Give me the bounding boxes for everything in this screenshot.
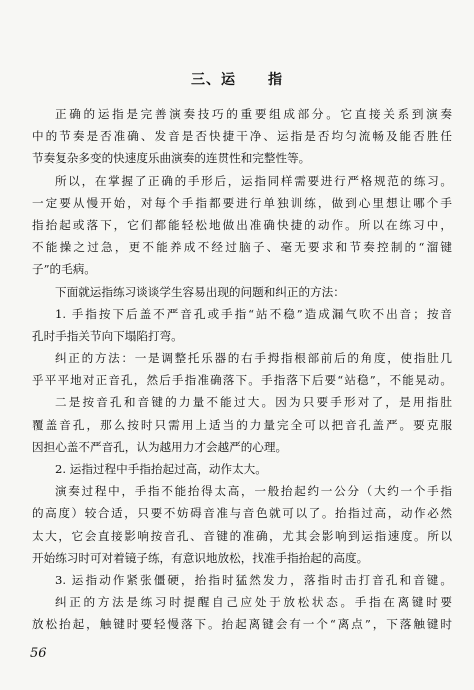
text-line: 纠正的方法是练习时提醒自己应处于放松状态。手指在离键时要 [55, 595, 452, 610]
text-line: 太大，它会直接影响按音孔、音键的准确，尤其会影响到运指速度。所以 [32, 528, 452, 543]
text-line: 2. 运指过程中手指抬起过高，动作太大。 [55, 462, 267, 476]
text-line: 孔时手指关节向下塌陷打弯。 [32, 328, 183, 343]
text-line: 子”的毛病。 [32, 262, 96, 277]
text-line: 指抬起或落下，它们都能轻松地做出准确快捷的动作。所以在练习中， [32, 217, 452, 232]
section-number: 三、 [191, 72, 221, 88]
text-line: 下面就运指练习谈谈学生容易出现的问题和纠正的方法： [55, 284, 345, 299]
text-line: 纠正的方法：一是调整托乐器的右手拇指根部前后的角度，使指肚几 [55, 351, 452, 366]
text-line: 演奏过程中，手指不能抬得太高，一般抬起约一公分（大约一个手指 [55, 484, 452, 499]
text-line: 二是按音孔和音键的力量不能过大。因为只要手形对了，是用指肚 [55, 395, 452, 410]
page-number: 56 [30, 646, 47, 661]
text-line: 因担心盖不严音孔，认为越用力才会越严的心理。 [32, 439, 288, 454]
text-line: 放松抬起，触键时要轻慢落下。抬起离键会有一个“离点”，下落触键时 [32, 617, 452, 632]
text-line: 节奏复杂多变的快速度乐曲演奏的连贯性和完整性等。 [32, 151, 311, 166]
text-line: 开始练习时可对着镜子练，有意识地放松，找准手指抬起的高度。 [32, 550, 369, 565]
text-line: 所以，在掌握了正确的手形后，运指同样需要进行严格规范的练习。 [55, 173, 452, 188]
section-heading [0, 69, 474, 89]
text-line: 中的节奏是否准确、发音是否快捷干净、运指是否均匀流畅及能否胜任 [32, 129, 452, 144]
body-text [32, 103, 452, 636]
section-title-char-1: 运 [221, 72, 236, 88]
text-line: 不能操之过急，更不能养成不经过脑子、毫无要求和节奏控制的“溜键 [32, 240, 452, 255]
section-title-char-2: 指 [268, 72, 283, 88]
text-line: 1. 手指按下后盖不严音孔或手指“站不稳”造成漏气吹不出音；按音 [55, 306, 452, 321]
text-line: 的高度）较合适，只要不妨碍音准与音色就可以了。抬指过高，动作必然 [32, 506, 452, 521]
text-line: 覆盖音孔，那么按时只需用上适当的力量完全可以把音孔盖严。要克服 [32, 417, 452, 432]
text-line: 一定要从慢开始，对每个手指都要进行单独训练，做到心里想让哪个手 [32, 195, 452, 210]
text-line: 乎平平地对正音孔，然后手指准确落下。手指落下后要“站稳”，不能晃动。 [32, 373, 452, 388]
text-line: 3. 运指动作紧张僵硬，抬指时猛然发力，落指时击打音孔和音键。 [55, 572, 452, 587]
text-line: 正确的运指是完善演奏技巧的重要组成部分。它直接关系到演奏 [55, 107, 452, 121]
